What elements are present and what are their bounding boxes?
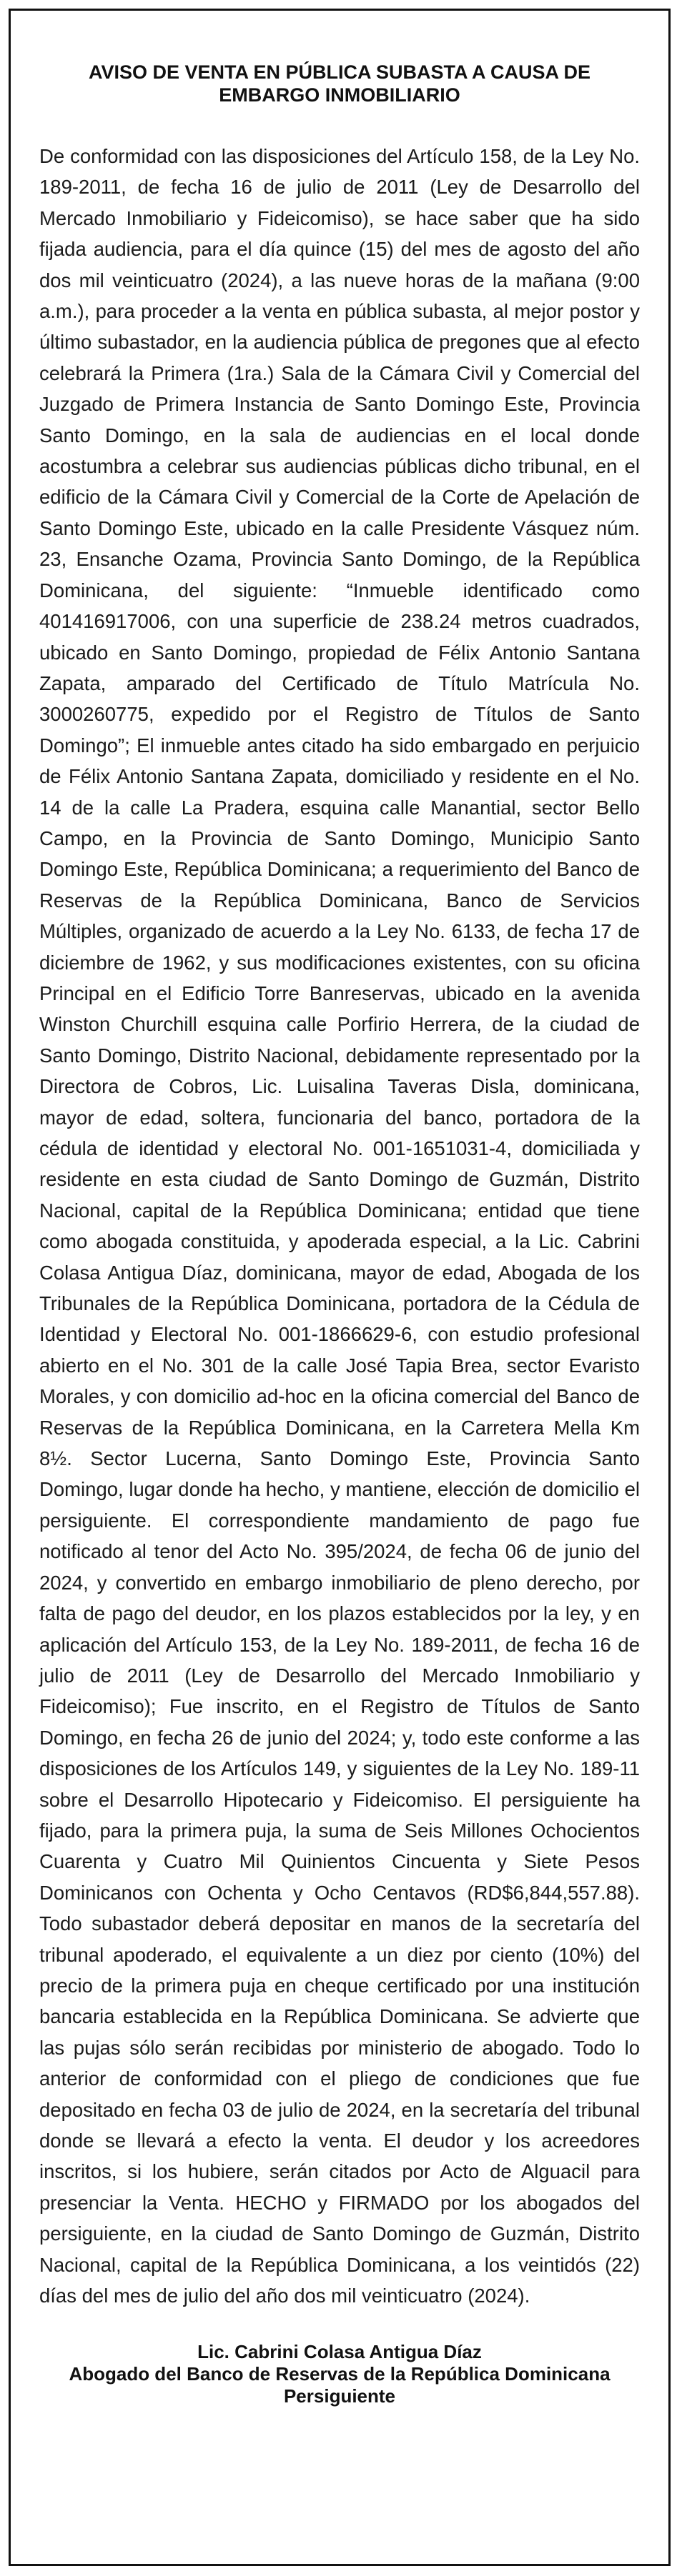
notice-title-line-2: EMBARGO INMOBILIARIO (219, 84, 460, 106)
legal-notice (9, 9, 671, 2566)
signatory-name: Lic. Cabrini Colasa Antigua Díaz (197, 2341, 482, 2363)
signature-block (39, 2341, 640, 2407)
signatory-party: Persiguiente (283, 2385, 396, 2407)
notice-title (39, 61, 640, 106)
notice-title-line-1: AVISO DE VENTA EN PÚBLICA SUBASTA A CAUSA DE (88, 61, 591, 83)
signatory-role: Abogado del Banco de Reservas de la República Dominicana (69, 2363, 611, 2385)
notice-body: De conformidad con las disposiciones del Artículo 158, de la Ley No. 189-2011, de fecha 16 de julio de 2011 (Ley de Desarrollo del Mercado Inmobiliario y Fideicomiso), se hace saber que ha sido fijada audiencia, para el día quince (15) del mes de agosto del año dos mil veinticuatro (2024), a las nueve horas de la mañana (9:00 a.m.), para proceder a la venta en pública subasta, al mejor postor y último subastador, en la audiencia pública de pregones que al efecto celebrará la Primera (1ra.) Sala de la Cámara Civil y Comercial del Juzgado de Primera Instancia de Santo Domingo Este, Provincia Santo Domingo, en la sala de audiencias en el local donde acostumbra a celebrar sus audiencias públicas dicho tribunal, en el edificio de la Cámara Civil y Comercial de la Corte de Apelación de Santo Domingo Este, ubicado en la calle Presidente Vásquez núm. 23, Ensanche Ozama, Provincia Santo Domingo, de la República Dominicana, del siguiente: “Inmueble identificado como 401416917006, con una superficie de 238.24 metros cuadrados, ubicado en Santo Domingo, propiedad de Félix Antonio Santana Zapata, amparado del Certificado de Título Matrícula No. 3000260775, expedido por el Registro de Títulos de Santo Domingo”; El inmueble antes citado ha sido embargado en perjuicio de Félix Antonio Santana Zapata, domiciliado y residente en el No. 14 de la calle La Pradera, esquina calle Manantial, sector Bello Campo, en la Provincia de Santo Domingo, Municipio Santo Domingo Este, República Dominicana; a requerimiento del Banco de Reservas de la República Dominicana, Banco de Servicios Múltiples, organizado de acuerdo a la Ley No. 6133, de fecha 17 de diciembre de 1962, y sus modificaciones existentes, con su oficina Principal en el Edificio Torre Banreservas, ubicado en la avenida Winston Churchill esquina calle Porfirio Herrera, de la ciudad de Santo Domingo, Distrito Nacional, debidamente representado por la Directora de Cobros, Lic. Luisalina Taveras Disla, dominicana, mayor de edad, soltera, funcionaria del banco, portadora de la cédula de identidad y electoral No. 001-1651031-4, domiciliada y residente en esta ciudad de Santo Domingo de Guzmán, Distrito Nacional, capital de la República Dominicana; entidad que tiene como abogada constituida, y apoderada especial, a la Lic. Cabrini Colasa Antigua Díaz, dominicana, mayor de edad, Abogada de los Tribunales de la República Dominicana, portadora de la Cédula de Identidad y Electoral No. 001-1866629-6, con estudio profesional abierto en el No. 301 de la calle José Tapia Brea, sector Evaristo Morales, y con domicilio ad-hoc en la oficina comercial del Banco de Reservas de la República Dominicana, en la Carretera Mella Km 8½. Sector Lucerna, Santo Domingo Este, Provincia Santo Domingo, lugar donde ha hecho, y mantiene, elección de domicilio el persiguiente. El correspondiente mandamiento de pago fue notificado al tenor del Acto No. 395/2024, de fecha 06 de junio del 2024, y convertido en embargo inmobiliario de pleno derecho, por falta de pago del deudor, en los plazos establecidos por la ley, y en aplicación del Artículo 153, de la Ley No. 189-2011, de fecha 16 de julio de 2011 (Ley de Desarrollo del Mercado Inmobiliario y Fideicomiso); Fue inscrito, en el Registro de Títulos de Santo Domingo, en fecha 26 de junio del 2024; y, todo este conforme a las disposiciones de los Artículos 149, y siguientes de la Ley No. 189-11 sobre el Desarrollo Hipotecario y Fideicomiso. El persiguiente ha fijado, para la primera puja, la suma de Seis Millones Ochocientos Cuarenta y Cuatro Mil Quinientos Cincuenta y Siete Pesos Dominicanos con Ochenta y Ocho Centavos (RD$6,844,557.88). Todo subastador deberá depositar en manos de la secretaría del tribunal apoderado, el equivalente a un diez por ciento (10%) del precio de la primera puja en cheque certificado por una institución bancaria establecida en la República Dominicana. Se advierte que las pujas sólo serán recibidas por ministerio de abogado. Todo lo anterior de conformidad con el pliego de condiciones que fue depositado en fecha 03 de julio de 2024, en la secretaría del tribunal donde se llevará a efecto la venta. El deudor y los acreedores inscritos, si los hubiere, serán citados por Acto de Alguacil para presenciar la Venta. HECHO y FIRMADO por los abogados del persiguiente, en la ciudad de Santo Domingo de Guzmán, Distrito Nacional, capital de la República Dominicana, a los veintidós (22) días del mes de julio del año dos mil veinticuatro (2024). (39, 145, 640, 2307)
